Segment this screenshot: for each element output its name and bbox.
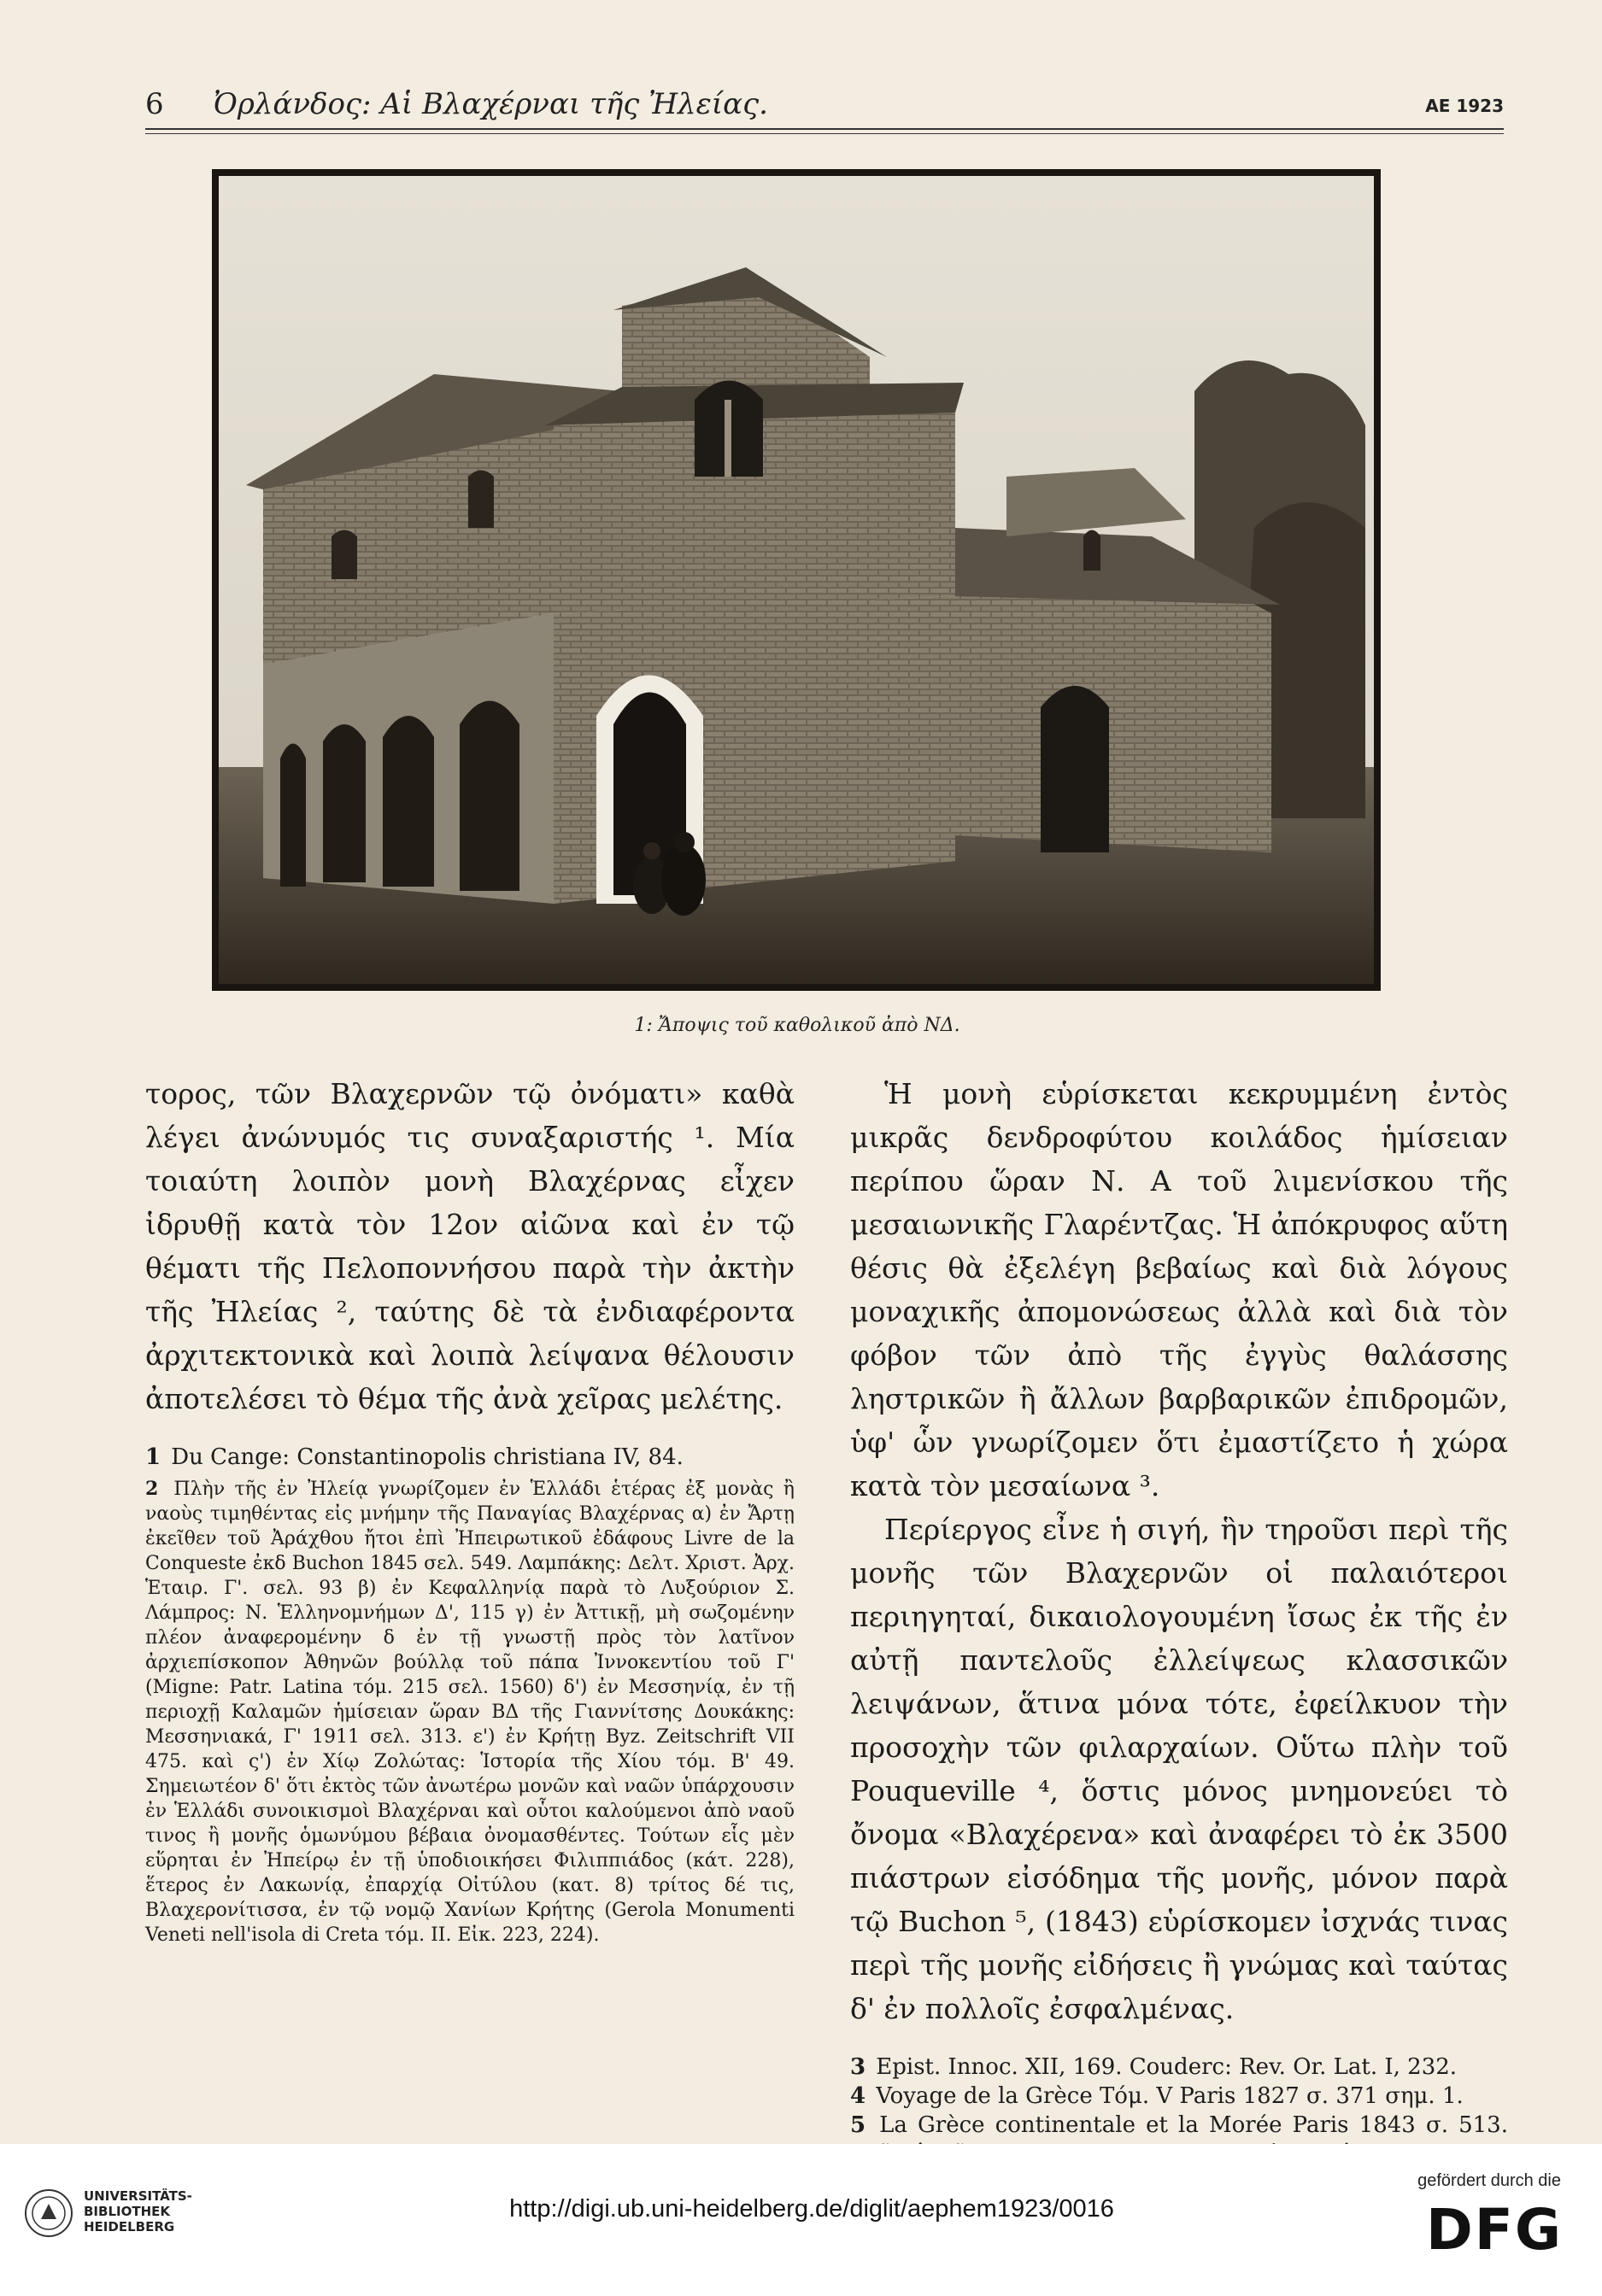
viewer-footer [0, 2144, 1602, 2296]
figure-caption: 1: Ἄποψις τοῦ καθολικοῦ ἀπὸ ΝΔ. [634, 1015, 960, 1036]
footnote-text: Du Cange: Constantinopolis christiana IV, 84. [171, 1444, 684, 1470]
footnote-text: Epist. Innoc. XII, 169. Couderc: Rev. Or. Lat. I, 232. [876, 2054, 1458, 2080]
library-name-line: UNIVERSITÄTS- [84, 2188, 192, 2204]
footnote-4 [850, 2082, 1508, 2111]
footnote-number: 1 [145, 1444, 161, 1470]
footnote-text: La Grèce continentale et la Morée Paris 1843 σ. 513. [879, 2112, 1508, 2138]
footnote-number: 2 [145, 1478, 159, 1500]
header-rule [145, 128, 1504, 130]
footnote-text: Voyage de la Grèce Τόμ. V Paris 1827 σ. 371 σημ. 1. [876, 2083, 1464, 2109]
right-body-paragraph-1: Ἡ μονὴ εὑρίσκεται κεκρυμμένη ἐντὸς μικρᾶς δενδροφύτου κοιλάδος ἡμίσειαν περίπου ὥραν Ν. Α τοῦ λιμενίσκου τῆς μεσαιωνικῆς Γλαρέντζας. Ἡ ἀπόκρυφος αὕτη θέσις θὰ ἐξελέγη βεβαίως καὶ διὰ λόγους μοναχικῆς ἀπομονώσεως ἀλλὰ καὶ διὰ τὸν φόβον τῶν ἀπὸ τῆς ἐγγὺς θαλάσσης ληστρικῶν ἢ ἄλλων βαρβαρικῶν ἐπιδρομῶν, ὑφ' ὧν γνωρίζομεν ὅτι ἐμαστίζετο ἡ χώρα κατὰ τὸν μεσαίωνα ³. [850, 1077, 1508, 1502]
footnote-text: Πλὴν τῆς ἐν Ἠλείᾳ γνωρίζομεν ἐν Ἑλλάδι ἑτέρας ἐξ μονὰς ἢ ναοὺς τιμηθέντας εἰς μνήμην τῆς Παναγίας Βλαχέρνας α) ἐν Ἄρτῃ ἐκεῖθεν τοῦ Ἀράχθου ἤτοι ἐπὶ Ἠπειρωτικοῦ ἐδάφους Livre de la Conqueste ἐκδ Buchon 1845 σελ. 549. Λαμπάκης: Δελτ. Χριστ. Ἀρχ. Ἑταιρ. Γ'. σελ. 93 β) ἐν Κεφαλληνίᾳ παρὰ τὸ Λυξούριον Σ. Λάμπρος: Ν. Ἑλληνομνήμων Δ', 115 γ) ἐν Ἀττικῇ, μὴ σωζομένην πλέον ἀναφερομένην δ ἐν τῇ γνωστῇ πρὸς τὸν λατῖνον ἀρχιεπίσκοπον Ἀθηνῶν βούλλᾳ τοῦ πάπα Ἰννοκεντίου τοῦ Γ' (Migne: Patr. Latina τόμ. 215 σελ. 1560) δ') ἐν Μεσσηνίᾳ, ἐν τῇ περιοχῇ Καλαμῶν ἡμίσειαν ὥραν ΒΔ τῆς Γιαννίτσης Δουκάκης: Μεσσηνιακά, Γ' 1911 σελ. 313. ε') ἐν Κρήτῃ Byz. Zeitschrift VII 475. καὶ ς') ἐν Χίῳ Ζολώτας: Ἱστορία τῆς Χίου τόμ. Β' 49. Σημειωτέον δ' ὅτι ἐκτὸς τῶν ἀνωτέρω μονῶν καὶ ναῶν ὑπάρχουσιν ἐν Ἑλλάδι συνοικισμοὶ Βλαχέρναι καὶ οὗτοι καλούμενοι ἀπὸ ναοῦ τινος ἢ μονῆς ὁμωνύμου βέβαια ὀνομασθέντες. Τούτων εἷς μὲν εὕρηται ἐν Ἠπείρῳ ἐν τῇ ὑποδιοικήσει Φιλιππιάδος (κάτ. 228), ἕτερος ἐν Λακωνίᾳ, ἐπαρχίᾳ Οἰτύλου (κατ. 8) τρίτος δέ τις, Βλαχερονίτισσα, ἐν τῷ νομῷ Χανίων Κρήτης (Gerola Monumenti Veneti nell'isola di Creta τόμ. II. Εἰκ. 223, 224). [145, 1479, 795, 1946]
footnote-number: 4 [850, 2083, 866, 2109]
funding-note: gefördert durch die [1417, 2171, 1561, 2190]
footnote-3 [850, 2053, 1508, 2082]
footnote-number: 5 [850, 2112, 866, 2138]
church-photo-image [212, 169, 1381, 991]
left-column [145, 1072, 795, 1948]
right-body-paragraph-2: Περίεργος εἶνε ἡ σιγή, ἣν τηροῦσι περὶ τῆς μονῆς τῶν Βλαχερνῶν οἱ παλαιότεροι περιηγηταί, δικαιολογουμένη ἴσως ἐκ τῆς ἐν αὐτῇ παντελοῦς ἐλλείψεως κλασσικῶν λειψάνων, ἅτινα μόνα τότε, ἐφείλκυον τὴν προσοχὴν τῶν φιλαρχαίων. Οὕτω πλὴν τοῦ Pouqueville ⁴, ὅστις μόνος μνημονεύει τὸ ὄνομα «Βλαχέρενα» καὶ ἀναφέρει τὸ ἐκ 3500 πιάστρων εἰσόδημα τῆς μονῆς, μόνον παρὰ τῷ Buchon ⁵, (1843) εὑρίσκομεν ἰσχνάς τινας περὶ τῆς μονῆς εἰδήσεις ἢ γνώμας καὶ ταύτας δ' ἐν πολλοῖς ἐσφαλμένας. [850, 1513, 1508, 2025]
university-seal-icon [24, 2188, 73, 2238]
dfg-logo: DFG [1425, 2197, 1563, 2263]
footnote-1 [145, 1443, 795, 1472]
header-rule-thin [145, 133, 1504, 134]
figure-photograph [212, 169, 1381, 991]
left-footnotes [145, 1443, 795, 1948]
footnote-number: 3 [850, 2054, 866, 2080]
library-name [84, 2188, 192, 2234]
footnote-2 [145, 1477, 795, 1948]
running-title: Ὀρλάνδος: Αἱ Βλαχέρναι τῆς Ἠλείας. [214, 87, 768, 121]
journal-label: ΑΕ 1923 [1425, 96, 1504, 116]
left-body-text: τορος, τῶν Βλαχερνῶν τῷ ὀνόματι» καθὰ λέγει ἀνώνυμός τις συναξαριστής ¹. Μία τοιαύτη λοιπὸν μονὴ Βλαχέρνας εἶχεν ἱδρυθῇ κατὰ τὸν 12ον αἰῶνα καὶ ἐν τῷ θέματι τῆς Πελοποννήσου παρὰ τὴν ἀκτὴν τῆς Ἠλείας ², ταύτης δὲ τὰ ἐνδιαφέροντα ἀρχιτεκτονικὰ καὶ λοιπὰ λείψανα θέλουσιν ἀποτελέσει τὸ θέμα τῆς ἀνὰ χεῖρας μελέτης. [145, 1077, 795, 1415]
page-number: 6 [145, 87, 164, 121]
running-header [145, 84, 1504, 126]
permalink-url[interactable]: http://digi.ub.uni-heidelberg.de/diglit/aephem1923/0016 [509, 2195, 1114, 2223]
library-name-line: BIBLIOTHEK [84, 2204, 170, 2219]
right-column [850, 1072, 1508, 2169]
library-name-line: HEIDELBERG [84, 2219, 175, 2234]
